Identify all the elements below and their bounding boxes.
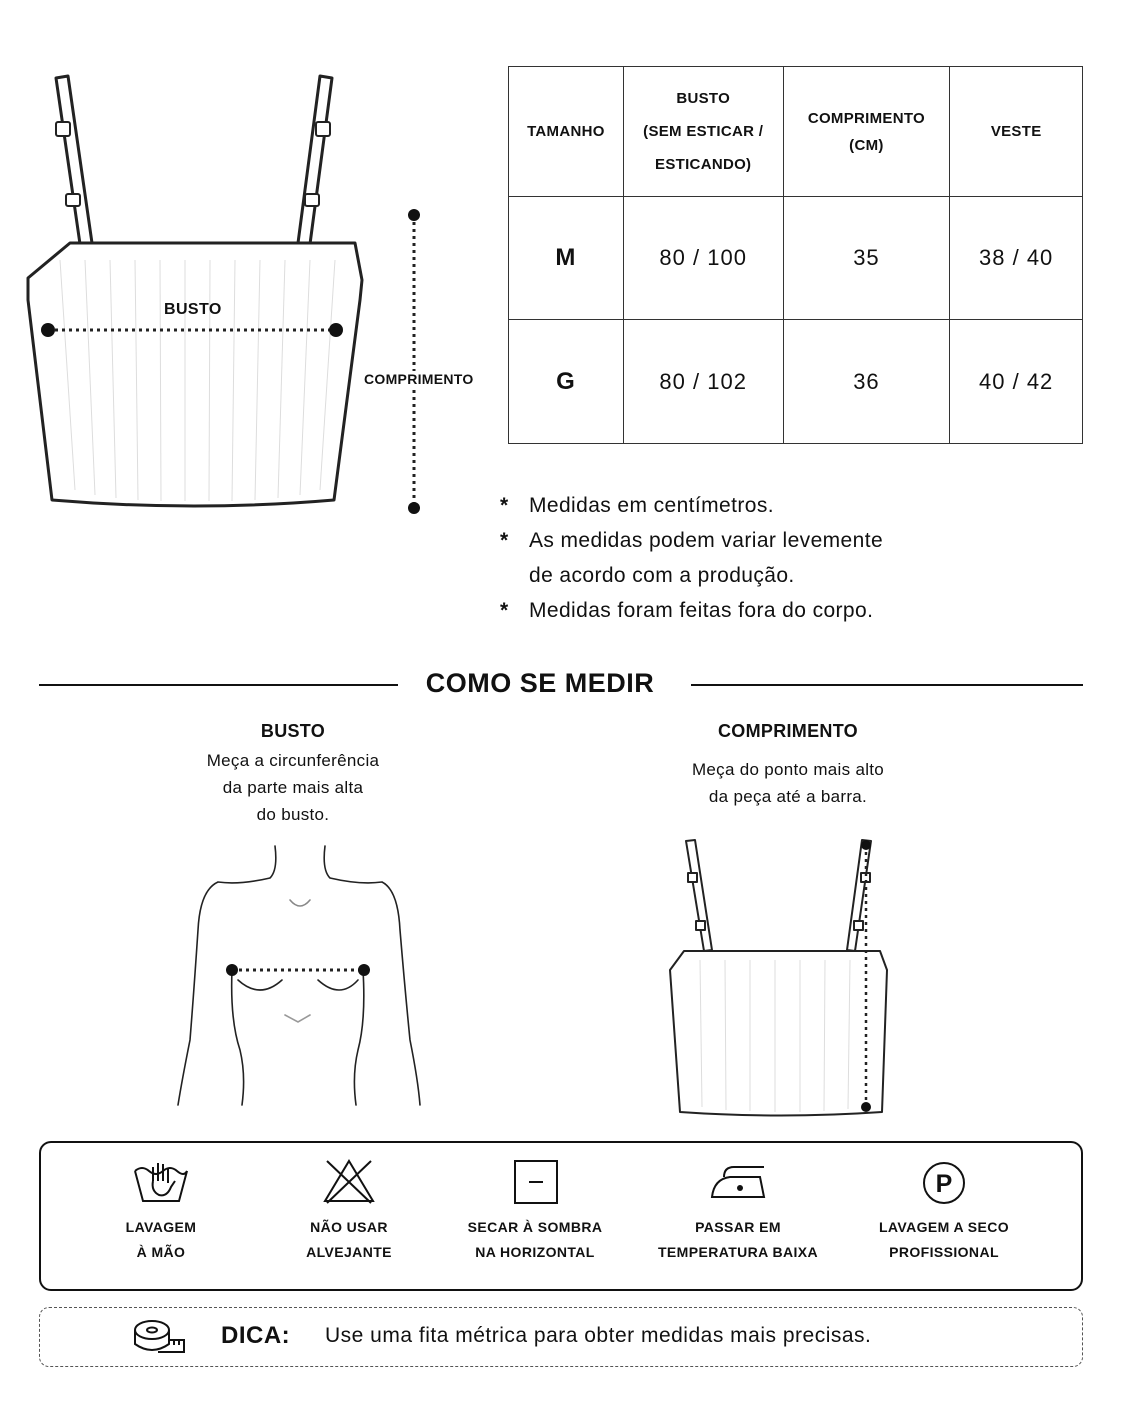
busto-diagram-label: BUSTO xyxy=(164,301,222,318)
comprimento-diagram-label: COMPRIMENTO xyxy=(364,371,474,387)
care-label-line: SECAR À SOMBRA xyxy=(467,1219,603,1235)
dry-clean-letter: P xyxy=(935,1170,953,1198)
tip-box xyxy=(39,1307,1083,1367)
busto-heading: BUSTO xyxy=(260,721,326,741)
care-label xyxy=(51,1215,271,1265)
tip-label: DICA: xyxy=(221,1322,291,1349)
care-item xyxy=(51,1157,271,1265)
no-bleach-icon xyxy=(319,1157,379,1207)
care-label-line: PROFISSIONAL xyxy=(889,1244,999,1260)
garment-diagram xyxy=(0,60,500,530)
dry-clean-p-icon xyxy=(914,1157,974,1207)
top-length-illustration xyxy=(660,835,900,1120)
care-item xyxy=(834,1157,1054,1265)
care-label-line: NA HORIZONTAL xyxy=(475,1244,595,1260)
care-label xyxy=(628,1215,848,1265)
size-cell: M xyxy=(509,197,624,320)
care-label xyxy=(425,1215,645,1265)
header-veste: VESTE xyxy=(950,67,1083,197)
torso-illustration xyxy=(170,840,430,1110)
note-text: Medidas foram feitas fora do corpo. xyxy=(529,599,874,622)
header-comprimento-line: COMPRIMENTO xyxy=(807,109,926,127)
note-item xyxy=(500,558,883,593)
divider-right xyxy=(691,684,1083,686)
care-label-line: ALVEJANTE xyxy=(306,1244,392,1260)
note-item xyxy=(500,593,883,628)
tape-measure-icon xyxy=(132,1316,188,1358)
care-label-line: LAVAGEM xyxy=(125,1219,197,1235)
note-text: As medidas podem variar levemente xyxy=(529,529,884,552)
care-label xyxy=(834,1215,1054,1265)
header-busto-line: (SEM ESTICAR / xyxy=(643,123,764,140)
header-busto xyxy=(623,67,783,197)
size-table xyxy=(508,66,1083,444)
note-text-continuation: de acordo com a produção. xyxy=(529,564,795,587)
busto-cell: 80 / 100 xyxy=(623,197,783,320)
comprimento-description xyxy=(648,756,928,810)
notes-list xyxy=(500,488,883,628)
care-label-line: TEMPERATURA BAIXA xyxy=(657,1244,819,1260)
comprimento-desc-line: Meça do ponto mais alto xyxy=(691,760,885,779)
busto-desc-line: Meça a circunferência xyxy=(206,751,380,770)
note-item xyxy=(500,488,883,523)
dry-flat-shade-icon xyxy=(505,1157,565,1207)
care-item xyxy=(628,1157,848,1265)
care-label-line: PASSAR EM xyxy=(695,1219,781,1235)
table-row xyxy=(509,320,1083,444)
iron-low-icon xyxy=(708,1157,768,1207)
busto-desc-line: do busto. xyxy=(256,805,330,824)
header-busto-line: BUSTO xyxy=(676,90,731,107)
comprimento-heading: COMPRIMENTO xyxy=(718,721,858,741)
comprimento-cell: 35 xyxy=(783,197,950,320)
header-busto-line: ESTICANDO) xyxy=(655,156,752,173)
size-cell: G xyxy=(509,320,624,444)
comprimento-desc-line: da peça até a barra. xyxy=(708,787,868,806)
hand-wash-icon xyxy=(131,1157,191,1207)
busto-cell: 80 / 102 xyxy=(623,320,783,444)
note-item xyxy=(500,523,883,558)
care-label-line: LAVAGEM A SECO xyxy=(878,1219,1010,1235)
veste-cell: 40 / 42 xyxy=(950,320,1083,444)
comprimento-cell: 36 xyxy=(783,320,950,444)
note-bullet: * xyxy=(500,529,509,552)
busto-desc-line: da parte mais alta xyxy=(222,778,364,797)
header-tamanho: TAMANHO xyxy=(509,67,624,197)
care-instructions xyxy=(39,1141,1083,1291)
section-title: COMO SE MEDIR xyxy=(425,668,655,698)
note-bullet: * xyxy=(500,599,509,622)
table-header-row xyxy=(509,67,1083,197)
veste-cell: 38 / 40 xyxy=(950,197,1083,320)
note-text: Medidas em centímetros. xyxy=(529,494,774,517)
header-comprimento-line: (CM) xyxy=(849,136,884,154)
note-bullet: * xyxy=(500,494,509,517)
busto-description xyxy=(163,747,423,828)
care-item xyxy=(425,1157,645,1265)
care-label-line: NÃO USAR xyxy=(310,1219,388,1235)
tip-text: Use uma fita métrica para obter medidas mais precisas. xyxy=(325,1324,872,1347)
table-row xyxy=(509,197,1083,320)
divider-left xyxy=(39,684,398,686)
care-label-line: À MÃO xyxy=(136,1244,186,1260)
header-comprimento xyxy=(783,67,950,197)
